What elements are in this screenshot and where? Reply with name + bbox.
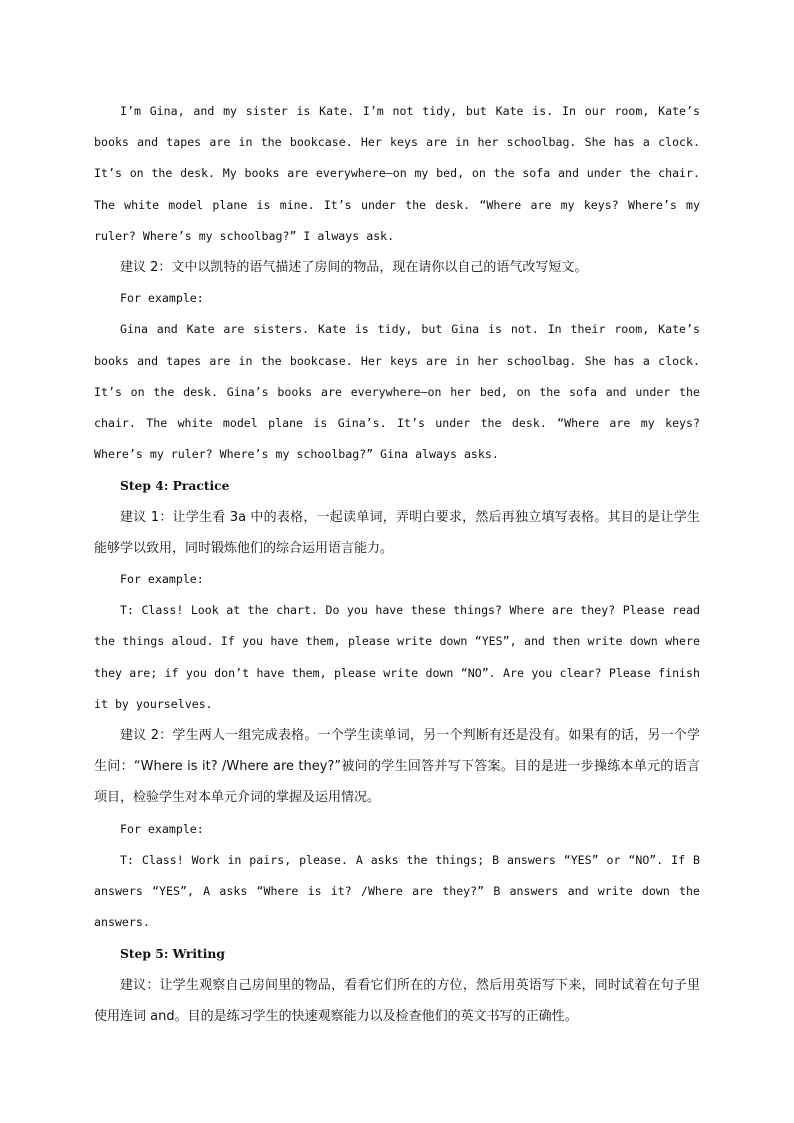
suggestion-2-rewrite: 建议 2：文中以凯特的语气描述了房间的物品，现在请你以自己的语气改写短文。: [120, 260, 588, 276]
for-example-label: For example:: [120, 291, 204, 306]
suggestion-2-pairs: 建议 2：学生两人一组完成表格。一个学生读单词，另一个判断有还是没有。如果有的话，另一个学生问：“Where is it? /Where are they?”被问的学生回答并写下答案。目的是进一步操练本单元的语言项目，检验学生对本单元介词的掌握及运用情况。: [94, 728, 700, 806]
paragraph-gina-story: I’m Gina, and my sister is Kate. I’m not tidy, but Kate is. In our room, Kate’s books and tapes are in the bookcase. Her keys are in her schoolbag. She has a clock. It’s on the desk. My books are everywhere—on my bed, on the sofa and under the chair. The white model plane is mine. It’s under the desk. “Where are my keys? Where’s my ruler? Where’s my schoolbag?” I always ask.: [94, 104, 700, 243]
paragraph-rewritten-story: Gina and Kate are sisters. Kate is tidy, but Gina is not. In their room, Kate’s books and tapes are in the bookcase. Her keys are in her schoolbag. She has a clock. It’s on the desk. Gina’s books are everywhere—on her bed, on the sofa and under the chair. The white model plane is Gina’s. It’s under the desk. “Where are my keys? Where’s my ruler? Where’s my schoolbag?” Gina always asks.: [94, 322, 700, 462]
teacher-instruction-pairs: T: Class! Work in pairs, please. A asks the things; B answers “YES” or “NO”. If B answers “YES”, A asks “Where is it? /Where are they?” B answers and write down the answers.: [94, 852, 700, 930]
section-heading-writing: Step 5: Writing: [120, 946, 225, 962]
suggestion-writing: 建议：让学生观察自己房间里的物品，看看它们所在的方位，然后用英语写下来，同时试着在句子里使用连词 and。目的是练习学生的快速观察能力以及检查他们的英文书写的正确性。: [94, 977, 700, 1024]
document-body: [94, 96, 700, 1032]
for-example-label: For example:: [120, 572, 204, 587]
section-heading-practice: Step 4: Practice: [120, 478, 230, 494]
teacher-instruction-chart: T: Class! Look at the chart. Do you have these things? Where are they? Please read the things aloud. If you have them, please write down “YES”, and then write down where they are; if you don’t have them, please write down “NO”. Are you clear? Please finish it by yourselves.: [94, 603, 700, 711]
suggestion-1-chart: 建议 1：让学生看 3a 中的表格，一起读单词，弄明白要求，然后再独立填写表格。其目的是让学生能够学以致用，同时锻炼他们的综合运用语言能力。: [94, 509, 700, 556]
for-example-label: For example:: [120, 821, 204, 836]
